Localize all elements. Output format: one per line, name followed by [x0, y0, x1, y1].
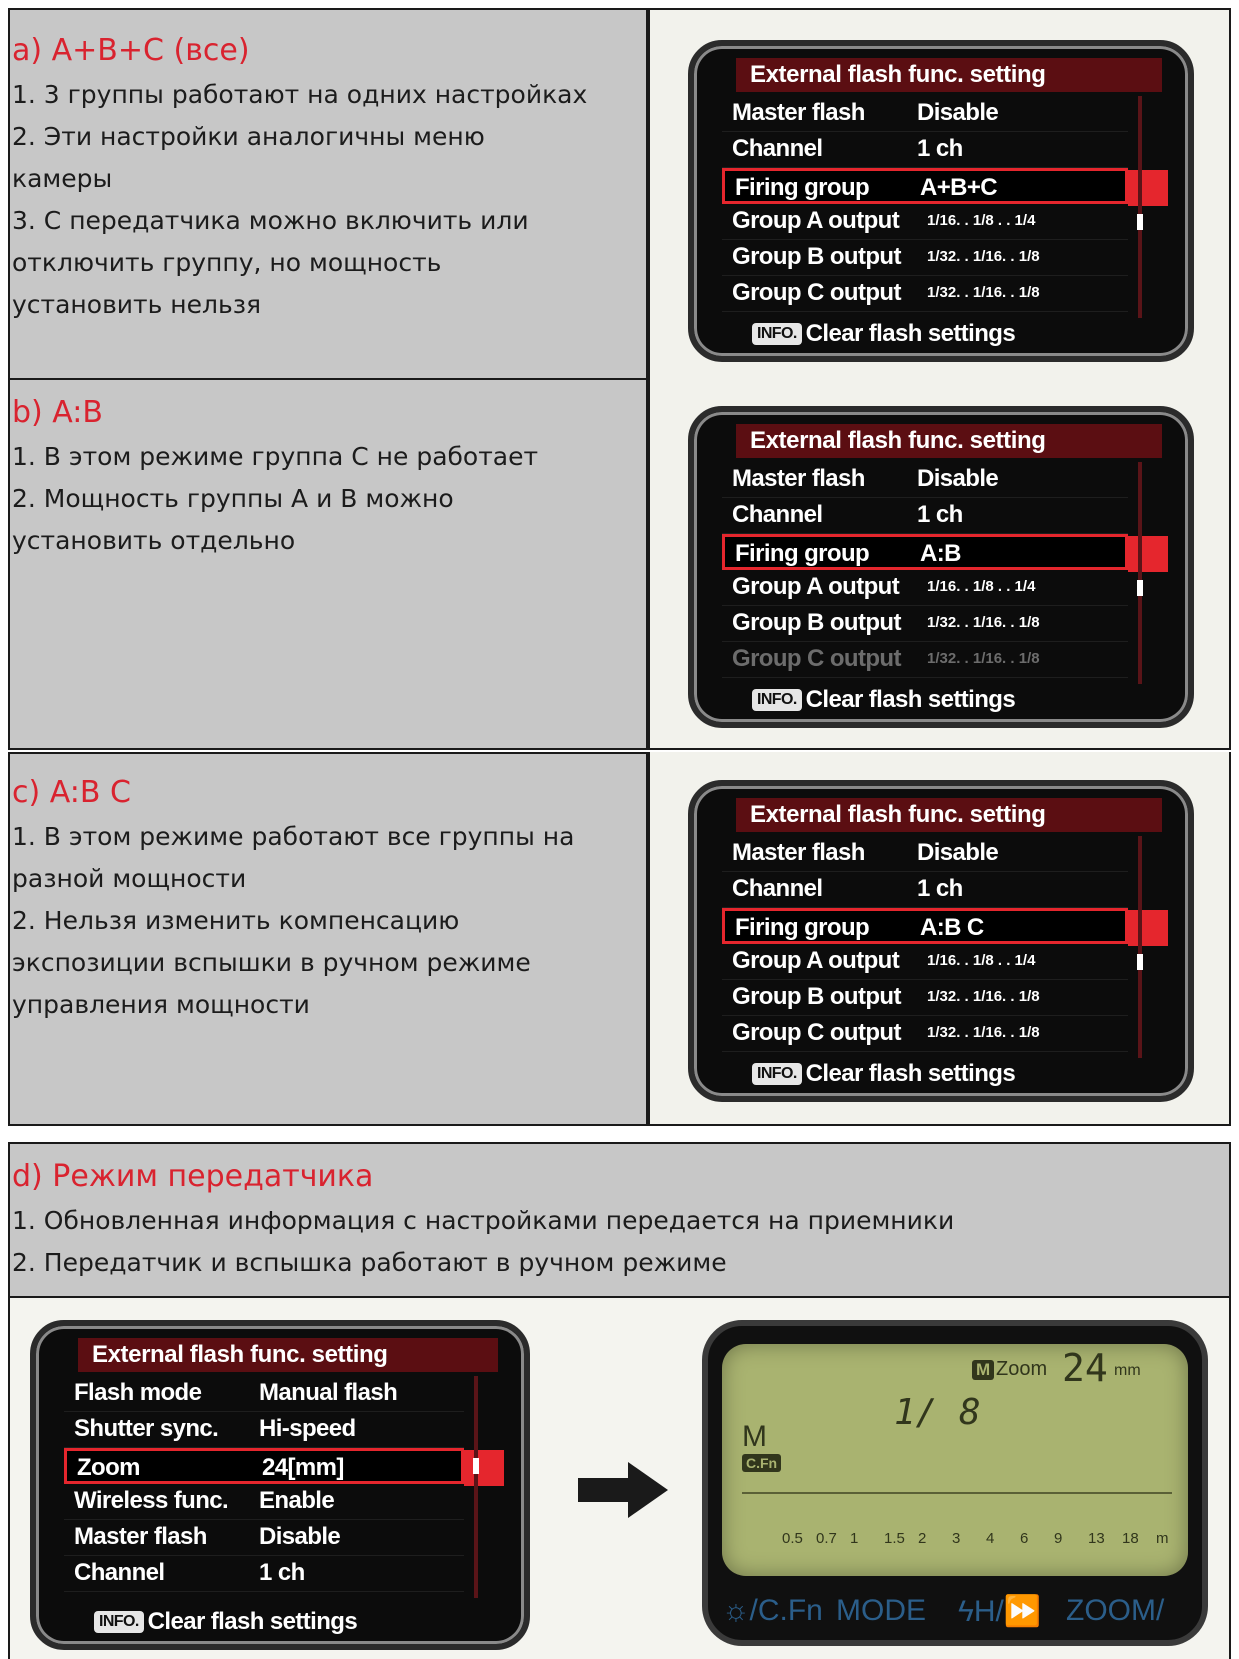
menu-row[interactable] — [722, 132, 1128, 168]
section-c-line: экспозиции вспышки в ручном режиме — [12, 948, 531, 977]
selection-indicator — [1128, 910, 1168, 946]
flash-lcd-panel — [702, 1320, 1208, 1646]
arrow-right-icon — [578, 1460, 670, 1520]
menu-row-value: 1/32. . 1/16. . 1/8 — [927, 988, 1040, 1005]
distance-scale-tick: 2 — [918, 1530, 927, 1547]
menu-row-label: Master flash — [732, 99, 865, 126]
distance-scale-tick: 3 — [952, 1530, 961, 1547]
menu-row[interactable] — [722, 606, 1128, 642]
menu-row-label: Channel — [732, 875, 823, 902]
menu-row[interactable] — [722, 534, 1128, 570]
menu-rows — [722, 96, 1128, 312]
section-c-line: 2. Нельзя изменить компенсацию — [12, 906, 460, 935]
menu-row-value: A:B C — [920, 914, 984, 941]
menu-row-value: Disable — [917, 99, 999, 126]
clear-flash-settings-label: Clear flash settings — [805, 1060, 1016, 1087]
distance-scale-tick: 1.5 — [884, 1530, 905, 1547]
menu-row[interactable] — [722, 498, 1128, 534]
section-a-line: отключить группу, но мощность — [12, 248, 442, 277]
menu-row[interactable] — [64, 1376, 464, 1412]
distance-scale-tick: 13 — [1088, 1530, 1105, 1547]
menu-row[interactable] — [64, 1484, 464, 1520]
menu-row-value: 1/32. . 1/16. . 1/8 — [927, 1024, 1040, 1041]
scrollbar[interactable] — [1138, 462, 1142, 684]
section-a-line: камеры — [12, 164, 113, 193]
section-d-camera-menu-screen — [30, 1320, 530, 1650]
info-button-icon: INFO. — [752, 1063, 802, 1085]
menu-row[interactable] — [722, 204, 1128, 240]
menu-row-value: 1/16. . 1/8 . . 1/4 — [927, 212, 1036, 229]
menu-title: External flash func. setting — [736, 798, 1162, 832]
menu-row-value: Disable — [917, 465, 999, 492]
section-a-line: установить нельзя — [12, 290, 262, 319]
menu-row[interactable] — [722, 908, 1128, 944]
menu-rows — [722, 462, 1128, 678]
distance-scale-tick: m — [1156, 1530, 1169, 1547]
distance-scale-line — [742, 1492, 1172, 1494]
menu-row[interactable] — [722, 980, 1128, 1016]
flash-mode-indicator: M — [742, 1420, 767, 1453]
menu-row[interactable] — [722, 168, 1128, 204]
menu-row-label: Channel — [732, 501, 823, 528]
zoom-button-label[interactable]: ZOOM/ — [1066, 1594, 1165, 1627]
clear-flash-settings-label: Clear flash settings — [147, 1608, 358, 1635]
menu-rows — [64, 1376, 464, 1592]
section-b-heading: b) A:B — [12, 395, 103, 430]
menu-row[interactable] — [722, 944, 1128, 980]
menu-row-label: Channel — [732, 135, 823, 162]
menu-row-label: Wireless func. — [74, 1487, 229, 1514]
section-a-line: 1. 3 группы работают на одних настройках — [12, 80, 588, 109]
menu-row-label: Zoom — [77, 1454, 140, 1481]
menu-title: External flash func. setting — [736, 58, 1162, 92]
clear-flash-settings-label: Clear flash settings — [805, 320, 1016, 347]
section-b-line: установить отдельно — [12, 526, 296, 555]
selection-indicator — [464, 1450, 504, 1486]
distance-scale-tick: 6 — [1020, 1530, 1029, 1547]
zoom-label: Zoom — [996, 1358, 1048, 1380]
menu-row[interactable] — [722, 96, 1128, 132]
menu-row-value: Manual flash — [259, 1379, 398, 1406]
section-c-description — [12, 770, 574, 1026]
info-footer — [94, 1608, 357, 1636]
flash-lcd-screen — [722, 1344, 1188, 1576]
menu-row-value: 1/16. . 1/8 . . 1/4 — [927, 952, 1036, 969]
menu-row-value: Disable — [917, 839, 999, 866]
distance-scale-tick: 0.5 — [782, 1530, 803, 1547]
menu-row[interactable] — [64, 1412, 464, 1448]
menu-row[interactable] — [722, 276, 1128, 312]
section-b-line: 2. Мощность группы A и B можно — [12, 484, 454, 513]
mode-button-label[interactable]: MODE — [836, 1594, 926, 1627]
section-d-line: 2. Передатчик и вспышка работают в ручном режиме — [12, 1248, 727, 1277]
menu-row-value: 1 ch — [917, 135, 963, 162]
menu-row-value: 1 ch — [917, 501, 963, 528]
scrollbar[interactable] — [1138, 836, 1142, 1058]
menu-row-label: Firing group — [735, 540, 870, 567]
menu-row-value: 1/32. . 1/16. . 1/8 — [927, 614, 1040, 631]
cfn-button-label[interactable]: ☼/C.Fn — [722, 1594, 823, 1627]
menu-row-label: Group A output — [732, 573, 900, 600]
menu-row-label: Master flash — [732, 839, 865, 866]
menu-row-label: Group C output — [732, 1019, 901, 1046]
section-a-heading: a) A+B+C (все) — [12, 33, 250, 68]
scrollbar-thumb[interactable] — [1137, 954, 1143, 970]
menu-row-value: A+B+C — [920, 174, 998, 201]
menu-row-label: Flash mode — [74, 1379, 202, 1406]
zoom-unit: mm — [1114, 1362, 1141, 1379]
distance-scale-tick: 0.7 — [816, 1530, 837, 1547]
menu-row-value: 1/16. . 1/8 . . 1/4 — [927, 578, 1036, 595]
menu-row-label: Channel — [74, 1559, 165, 1586]
menu-row-value: 1/32. . 1/16. . 1/8 — [927, 248, 1040, 265]
scrollbar-thumb[interactable] — [473, 1458, 479, 1474]
section-c-camera-menu-screen — [688, 780, 1194, 1102]
cfn-badge: C.Fn — [742, 1454, 781, 1472]
scrollbar-thumb[interactable] — [1137, 580, 1143, 596]
selection-indicator — [1128, 536, 1168, 572]
menu-row[interactable] — [722, 836, 1128, 872]
section-d-description — [12, 1154, 954, 1284]
section-a-line: 3. С передатчика можно включить или — [12, 206, 529, 235]
clear-flash-settings-label: Clear flash settings — [805, 686, 1016, 713]
info-footer — [752, 320, 1015, 348]
menu-row[interactable] — [722, 462, 1128, 498]
selection-indicator — [1128, 170, 1168, 206]
menu-row-label: Shutter sync. — [74, 1415, 219, 1442]
menu-row[interactable] — [64, 1448, 464, 1484]
menu-row-value: 1/32. . 1/16. . 1/8 — [927, 650, 1040, 667]
zoom-badge: M — [972, 1360, 994, 1380]
menu-title: External flash func. setting — [78, 1338, 498, 1372]
distance-scale-tick: 1 — [850, 1530, 859, 1547]
sync-button-label[interactable]: ϟH/⏩ — [958, 1595, 1042, 1628]
info-button-icon: INFO. — [752, 689, 802, 711]
menu-row[interactable] — [722, 642, 1128, 678]
menu-row-value: 1 ch — [259, 1559, 305, 1586]
menu-row-label: Firing group — [735, 914, 870, 941]
menu-row-value: Enable — [259, 1487, 335, 1514]
distance-scale-tick: 9 — [1054, 1530, 1063, 1547]
section-b-description — [12, 390, 538, 562]
menu-row[interactable] — [722, 1016, 1128, 1052]
menu-row-label: Firing group — [735, 174, 870, 201]
info-button-icon: INFO. — [752, 323, 802, 345]
section-b-line: 1. В этом режиме группа C не работает — [12, 442, 539, 471]
info-button-icon: INFO. — [94, 1611, 144, 1633]
menu-row-label: Group B output — [732, 983, 901, 1010]
menu-row-label: Group A output — [732, 947, 900, 974]
menu-row-value: 1 ch — [917, 875, 963, 902]
info-footer — [752, 686, 1015, 714]
menu-row[interactable] — [722, 872, 1128, 908]
scrollbar[interactable] — [474, 1376, 478, 1598]
distance-scale — [782, 1530, 1178, 1554]
section-c-heading: c) A:B C — [12, 775, 131, 810]
menu-row-label: Group B output — [732, 243, 901, 270]
menu-row-label: Group B output — [732, 609, 901, 636]
menu-row-label: Group A output — [732, 207, 900, 234]
scrollbar[interactable] — [1138, 96, 1142, 318]
menu-row-value: 24[mm] — [262, 1454, 344, 1481]
menu-title: External flash func. setting — [736, 424, 1162, 458]
info-footer — [752, 1060, 1015, 1088]
menu-rows — [722, 836, 1128, 1052]
flash-power: 1/ 8 — [894, 1392, 981, 1433]
section-a-line: 2. Эти настройки аналогичны меню — [12, 122, 485, 151]
menu-row-label: Master flash — [74, 1523, 207, 1550]
scrollbar-thumb[interactable] — [1137, 214, 1143, 230]
menu-row-value: A:B — [920, 540, 961, 567]
section-a-camera-menu-screen — [688, 40, 1194, 362]
section-d-heading: d) Режим передатчика — [12, 1159, 374, 1194]
menu-row[interactable] — [722, 240, 1128, 276]
menu-row-label: Master flash — [732, 465, 865, 492]
distance-scale-tick: 18 — [1122, 1530, 1139, 1547]
menu-row-value: 1/32. . 1/16. . 1/8 — [927, 284, 1040, 301]
section-d-line: 1. Обновленная информация с настройками передается на приемники — [12, 1206, 955, 1235]
menu-row-value: Hi-speed — [259, 1415, 356, 1442]
section-c-line: управления мощности — [12, 990, 310, 1019]
zoom-value: 24 — [1062, 1346, 1108, 1390]
menu-row-label: Group C output — [732, 645, 901, 672]
menu-row[interactable] — [722, 570, 1128, 606]
menu-row[interactable] — [64, 1520, 464, 1556]
section-c-line: разной мощности — [12, 864, 247, 893]
menu-row[interactable] — [64, 1556, 464, 1592]
distance-scale-tick: 4 — [986, 1530, 995, 1547]
menu-row-value: Disable — [259, 1523, 341, 1550]
section-c-line: 1. В этом режиме работают все группы на — [12, 822, 575, 851]
menu-row-label: Group C output — [732, 279, 901, 306]
section-b-camera-menu-screen — [688, 406, 1194, 728]
section-a-description — [12, 28, 587, 326]
